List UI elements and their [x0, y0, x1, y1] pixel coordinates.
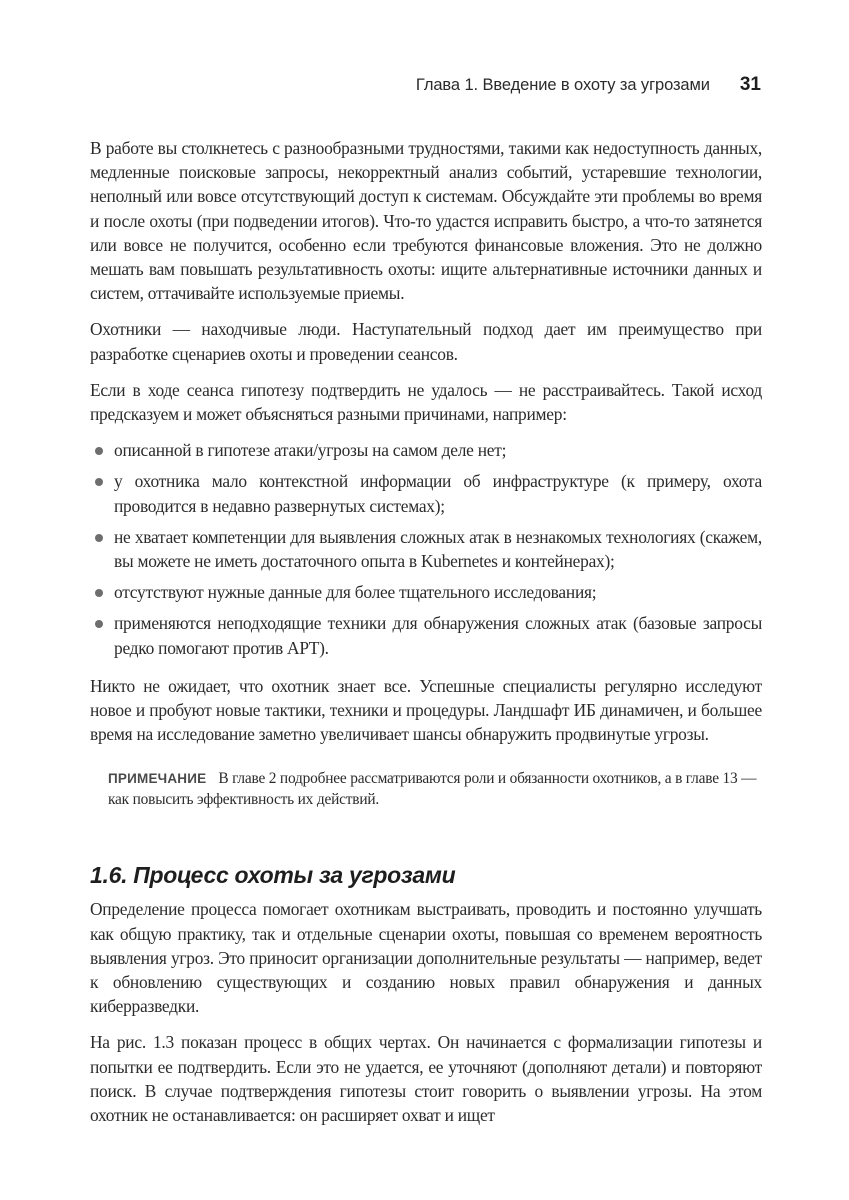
bullet-list [90, 438, 762, 660]
list-item-text: отсутствуют нужные данные для более тщательного исследования; [114, 582, 597, 603]
page-body [90, 136, 762, 1139]
list-item [90, 611, 762, 659]
note-text: В главе 2 подробнее рассматриваются роли и обязанности охотников, а в главе 13 — как повысить эффективность их действий. [108, 770, 757, 809]
list-item [90, 525, 762, 573]
paragraph: В работе вы столкнетесь с разнообразными трудностями, такими как недоступность данных, медленные поисковые запросы, некорректный анализ событий, устаревшие технологии, неполный или вовсе отсутствующий доступ к системам. Обсуждайте эти проблемы во время и после охоты (при подведении итогов). Что-то удастся исправить быстро, а что-то затянется или вовсе не получится, особенно если требуются финансовые вложения. Это не должно мешать вам повышать результативность охоты: ищите альтернативные источники данных и систем, оттачивайте используемые приемы. [90, 138, 762, 304]
running-title: Глава 1. Введение в охоту за угрозами [415, 76, 710, 94]
page-number: 31 [739, 74, 761, 95]
list-item-text: у охотника мало контекстной информации об инфраструктуре (к примеру, охота проводится в недавно развернутых системах); [114, 471, 762, 516]
note-label: ПРИМЕЧАНИЕ [108, 771, 207, 787]
paragraph: Если в ходе сеанса гипотезу подтвердить не удалось — не расстраивайтесь. Такой исход предсказуем и может объясняться разными причинами, например: [90, 379, 762, 425]
paragraph: Охотники — находчивые люди. Наступательный подход дает им преимущество при разработке сценариев охоты и проведении сеансов. [90, 319, 762, 364]
bullet-icon [95, 478, 103, 486]
paragraph: На рис. 1.3 показан процесс в общих чертах. Он начинается с формализации гипотезы и попытки ее подтвердить. Если это не удается, ее уточняют (дополняют детали) и повторяют поиск. В случае подтверждения гипотезы стоит говорить о выявлении угрозы. На этом охотник не останавливается: он расширяет охват и ищет [90, 1032, 762, 1126]
list-item [90, 580, 762, 604]
list-item-text: описанной в гипотезе атаки/угрозы на самом деле нет; [114, 440, 507, 461]
list-item-text: применяются неподходящие техники для обнаружения сложных атак (базовые запросы редко помогают против APT). [114, 613, 762, 658]
note-box [108, 768, 762, 810]
bullet-icon [95, 589, 103, 597]
paragraph: Никто не ожидает, что охотник знает все. Успешные специалисты регулярно исследуют новое и пробуют новые тактики, техники и процедуры. Ландшафт ИБ динамичен, и большее время на исследование заметно увеличивает шансы обнаружить продвинутые угрозы. [90, 675, 762, 745]
running-header [90, 74, 761, 96]
list-item [90, 469, 762, 517]
bullet-icon [95, 620, 103, 628]
section-heading: 1.6. Процесс охоты за угрозами [90, 862, 456, 889]
paragraph: Определение процесса помогает охотникам выстраивать, проводить и постоянно улучшать как общую практику, так и отдельные сценарии охоты, повышая со временем вероятность выявления угроз. Это приносит организации дополнительные результаты — например, ведет к обновлению существующих и созданию новых правил обнаружения и данных киберразведки. [90, 899, 762, 1017]
list-item-text: не хватает компетенции для выявления сложных атак в незнакомых технологиях (скажем, вы можете не иметь достаточного опыта в Kubernetes и контейнерах); [114, 526, 762, 572]
bullet-icon [95, 534, 103, 542]
list-item [90, 438, 762, 462]
bullet-icon [95, 447, 103, 455]
